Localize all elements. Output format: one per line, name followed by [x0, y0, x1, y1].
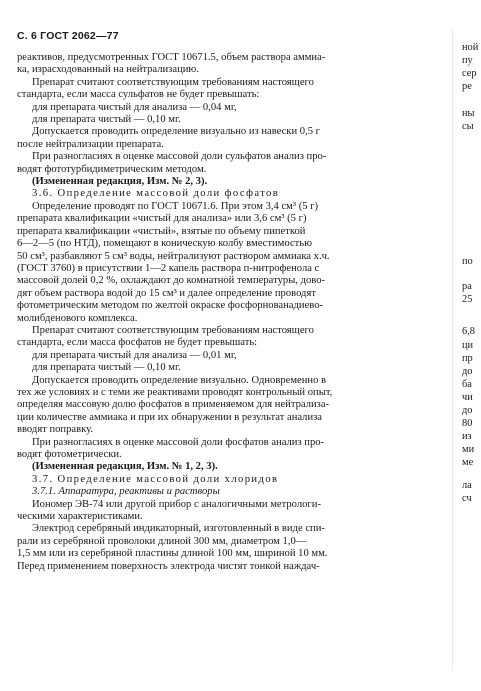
- list-item: для препарата чистый — 0,10 мг.: [32, 114, 181, 126]
- margin-fragment: ла: [462, 480, 472, 491]
- text-line: (ГОСТ 3760) в присутствии 1—2 капель раствора п-нитрофенола с: [17, 262, 320, 274]
- text-line: 50 см³, разбавляют 5 см³ воды, нейтрализуют раствором аммиака х.ч.: [17, 250, 330, 262]
- margin-fragment: сч: [462, 493, 472, 504]
- margin-fragment: 80: [462, 418, 473, 429]
- text-line: Перед применением поверхность электрода чистят тонкой наждач-: [17, 560, 320, 572]
- margin-fragment: ми: [462, 444, 475, 455]
- text-line: массовой долей 0,2 %, охлаждают до комнатной температуры, дово-: [17, 275, 326, 287]
- amendment-note: (Измененная редакция, Изм. № 1, 2, 3).: [32, 461, 218, 473]
- text-line: водят фототурбидиметрическим методом.: [17, 163, 207, 175]
- text-line: препарата квалификации «чистый», взятые по объему пипеткой: [17, 225, 306, 237]
- margin-fragment: до: [462, 405, 473, 416]
- text-line: ции количестве аммиака и при их обнаружении в результат анализа: [17, 411, 322, 423]
- text-line: определяя массовую долю фосфатов в применяемом для нейтрализа-: [17, 399, 330, 411]
- text-line: Допускается проводить определение визуально из навески 0,5 г: [32, 126, 321, 138]
- margin-fragment: ме: [462, 457, 474, 468]
- text-line: фотометрическим методом по желтой окраске фосфорнованадиево-: [17, 300, 324, 312]
- text-line: Иономер ЭВ-74 или другой прибор с аналогичными метрологи-: [32, 498, 321, 510]
- text-line: после нейтрализации препарата.: [17, 138, 164, 150]
- margin-fragment: чи: [462, 392, 473, 403]
- text-line: препарата квалификации «чистый для анализа» или 3,6 см³ (5 г): [17, 213, 307, 225]
- list-item: для препарата чистый — 0,10 мг.: [32, 362, 181, 374]
- margin-fragment: ци: [462, 340, 474, 351]
- margin-fragment: ба: [462, 379, 472, 390]
- page-edge-divider: [452, 30, 453, 670]
- margin-fragment: до: [462, 366, 473, 377]
- subsection-heading: 3.7.1. Аппаратура, реактивы и растворы: [32, 486, 220, 498]
- text-line: рали из серебряной проволоки длиной 300 мм, диаметром 1,0—: [17, 535, 307, 547]
- text-line: Препарат считают соответствующим требованиям настоящего: [32, 324, 314, 336]
- text-line: Определение проводят по ГОСТ 10671.6. При этом 3,4 см³ (5 г): [32, 200, 319, 212]
- text-line: 6—2—5 (по НТД), помещают в коническую колбу вместимостью: [17, 238, 313, 250]
- margin-fragment: сер: [462, 68, 477, 79]
- section-heading: 3.7. Определение массовой доли хлоридов: [32, 473, 279, 485]
- margin-fragment: ре: [462, 81, 472, 92]
- margin-fragment: из: [462, 431, 472, 442]
- margin-fragment: 6,8: [462, 326, 475, 337]
- main-text-column: [17, 52, 440, 573]
- margin-fragment: ной: [462, 42, 479, 53]
- text-line: дят объем раствора водой до 15 см³ и далее определение проводят: [17, 287, 316, 299]
- section-heading: 3.6. Определение массовой доли фосфатов: [32, 188, 280, 200]
- text-line: При разногласиях в оценке массовой доли фосфатов анализ про-: [32, 436, 325, 448]
- amendment-note: (Измененная редакция, Изм. № 2, 3).: [32, 176, 208, 188]
- text-line: вводят поправку.: [17, 424, 93, 436]
- text-line: водят фотометрически.: [17, 449, 122, 460]
- text-line: тех же условиях и с теми же реактивами проводят контрольный опыт,: [17, 386, 333, 398]
- text-line: стандарта, если масса фосфатов не будет превышать:: [17, 337, 258, 349]
- text-line: Допускается проводить определение визуально. Одновременно в: [32, 374, 327, 386]
- list-item: для препарата чистый для анализа — 0,01 мг,: [32, 349, 237, 361]
- text-line: реактивов, предусмотренных ГОСТ 10671.5, объем раствора аммиа-: [17, 52, 326, 63]
- margin-fragment: ны: [462, 108, 475, 119]
- margin-fragment: ра: [462, 281, 472, 292]
- adjacent-page-fragments: [462, 0, 481, 691]
- text-line: ка, израсходованный на нейтрализацию.: [17, 64, 199, 76]
- text-line: 1,5 мм или из серебряной пластины длиной 100 мм, шириной 10 мм.: [17, 548, 328, 560]
- margin-fragment: 25: [462, 294, 473, 305]
- text-line: ческими характеристиками.: [17, 511, 143, 523]
- text-line: стандарта, если масса сульфатов не будет превышать:: [17, 89, 260, 101]
- margin-fragment: пу: [462, 55, 473, 66]
- page-header: С. 6 ГОСТ 2062—77: [17, 30, 119, 42]
- margin-fragment: сы: [462, 121, 474, 132]
- margin-fragment: пр: [462, 353, 473, 364]
- text-line: Препарат считают соответствующим требованиям настоящего: [32, 76, 314, 88]
- text-line: При разногласиях в оценке массовой доли сульфатов анализ про-: [32, 151, 327, 163]
- list-item: для препарата чистый для анализа — 0,04 мг,: [32, 101, 237, 113]
- text-line: молибденового комплекса.: [17, 312, 138, 324]
- margin-fragment: по: [462, 256, 473, 267]
- text-line: Электрод серебряный индикаторный, изготовленный в виде спи-: [32, 523, 325, 535]
